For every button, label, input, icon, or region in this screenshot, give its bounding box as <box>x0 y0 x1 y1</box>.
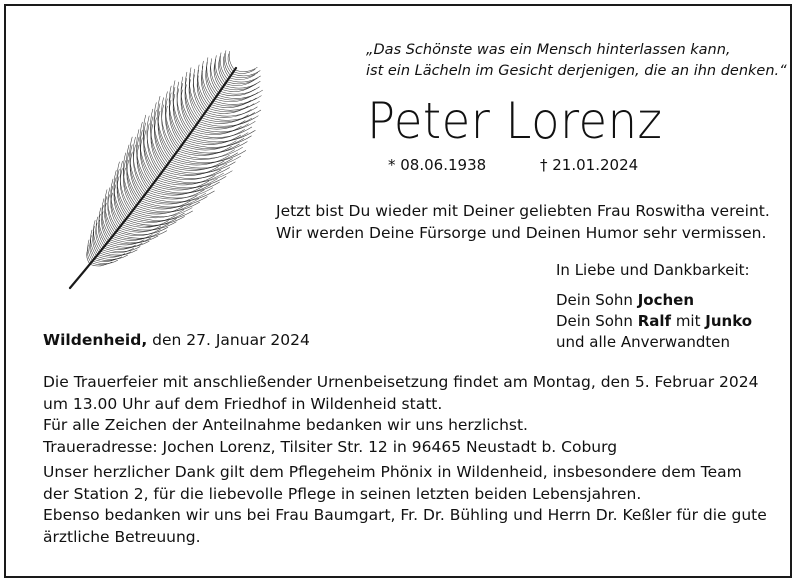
death-date: † 21.01.2024 <box>540 156 639 174</box>
son-1-name: Jochen <box>637 291 695 309</box>
quote <box>366 40 787 82</box>
family-signature <box>556 260 752 353</box>
family-intro: In Liebe und Dankbarkeit: <box>556 261 750 279</box>
son-2-name: Ralf <box>637 312 672 330</box>
birth-date: * 08.06.1938 <box>388 156 487 174</box>
thanks-line-3: Ebenso bedanken wir uns bei Frau Baumgart, Fr. Dr. Bühling und Herrn Dr. Keßler für die gute <box>43 506 767 524</box>
tribute-line-2: Wir werden Deine Fürsorge und Deinen Humor sehr vermissen. <box>276 224 767 242</box>
date: den 27. Januar 2024 <box>147 331 310 349</box>
quote-line-1: „Das Schönste was ein Mensch hinterlassen kann, <box>366 42 731 58</box>
place: Wildenheid, <box>43 331 148 349</box>
family-son-2: Dein Sohn Ralf mit Junko <box>556 312 753 330</box>
quote-line-2: ist ein Lächeln im Gesicht derjenigen, die an ihn denken.“ <box>366 63 787 79</box>
thanks-line-1: Unser herzlicher Dank gilt dem Pflegeheim Phönix in Wildenheid, insbesondere dem Team <box>43 463 742 481</box>
service-line-3: Für alle Zeichen der Anteilnahme bedanken wir uns herzlichst. <box>43 416 528 434</box>
notice-text <box>43 372 767 548</box>
son-2-partner: Junko <box>705 312 753 330</box>
thanks-paragraph <box>43 462 767 548</box>
service-line-2: um 13.00 Uhr auf dem Friedhof in Wildenheid statt. <box>43 394 443 413</box>
service-line-1: Die Trauerfeier mit anschließender Urnenbeisetzung findet am Montag, den 5. Februar 2024 <box>43 373 759 391</box>
place-date <box>43 331 310 349</box>
tribute-text <box>276 200 770 244</box>
deceased-name: Peter Lorenz <box>367 92 663 150</box>
family-son-1: Dein Sohn Jochen <box>556 291 695 309</box>
thanks-line-2: der Station 2, für die liebevolle Pflege in seinen letzten beiden Lebensjahren. <box>43 484 642 503</box>
thanks-line-4: ärztliche Betreuung. <box>43 527 201 546</box>
tribute-line-1: Jetzt bist Du wieder mit Deiner geliebten Frau Roswitha vereint. <box>276 202 770 220</box>
family-others: und alle Anverwandten <box>556 333 730 351</box>
service-line-4: Traueradresse: Jochen Lorenz, Tilsiter Str. 12 in 96465 Neustadt b. Coburg <box>43 437 618 456</box>
feather-icon <box>58 40 288 300</box>
